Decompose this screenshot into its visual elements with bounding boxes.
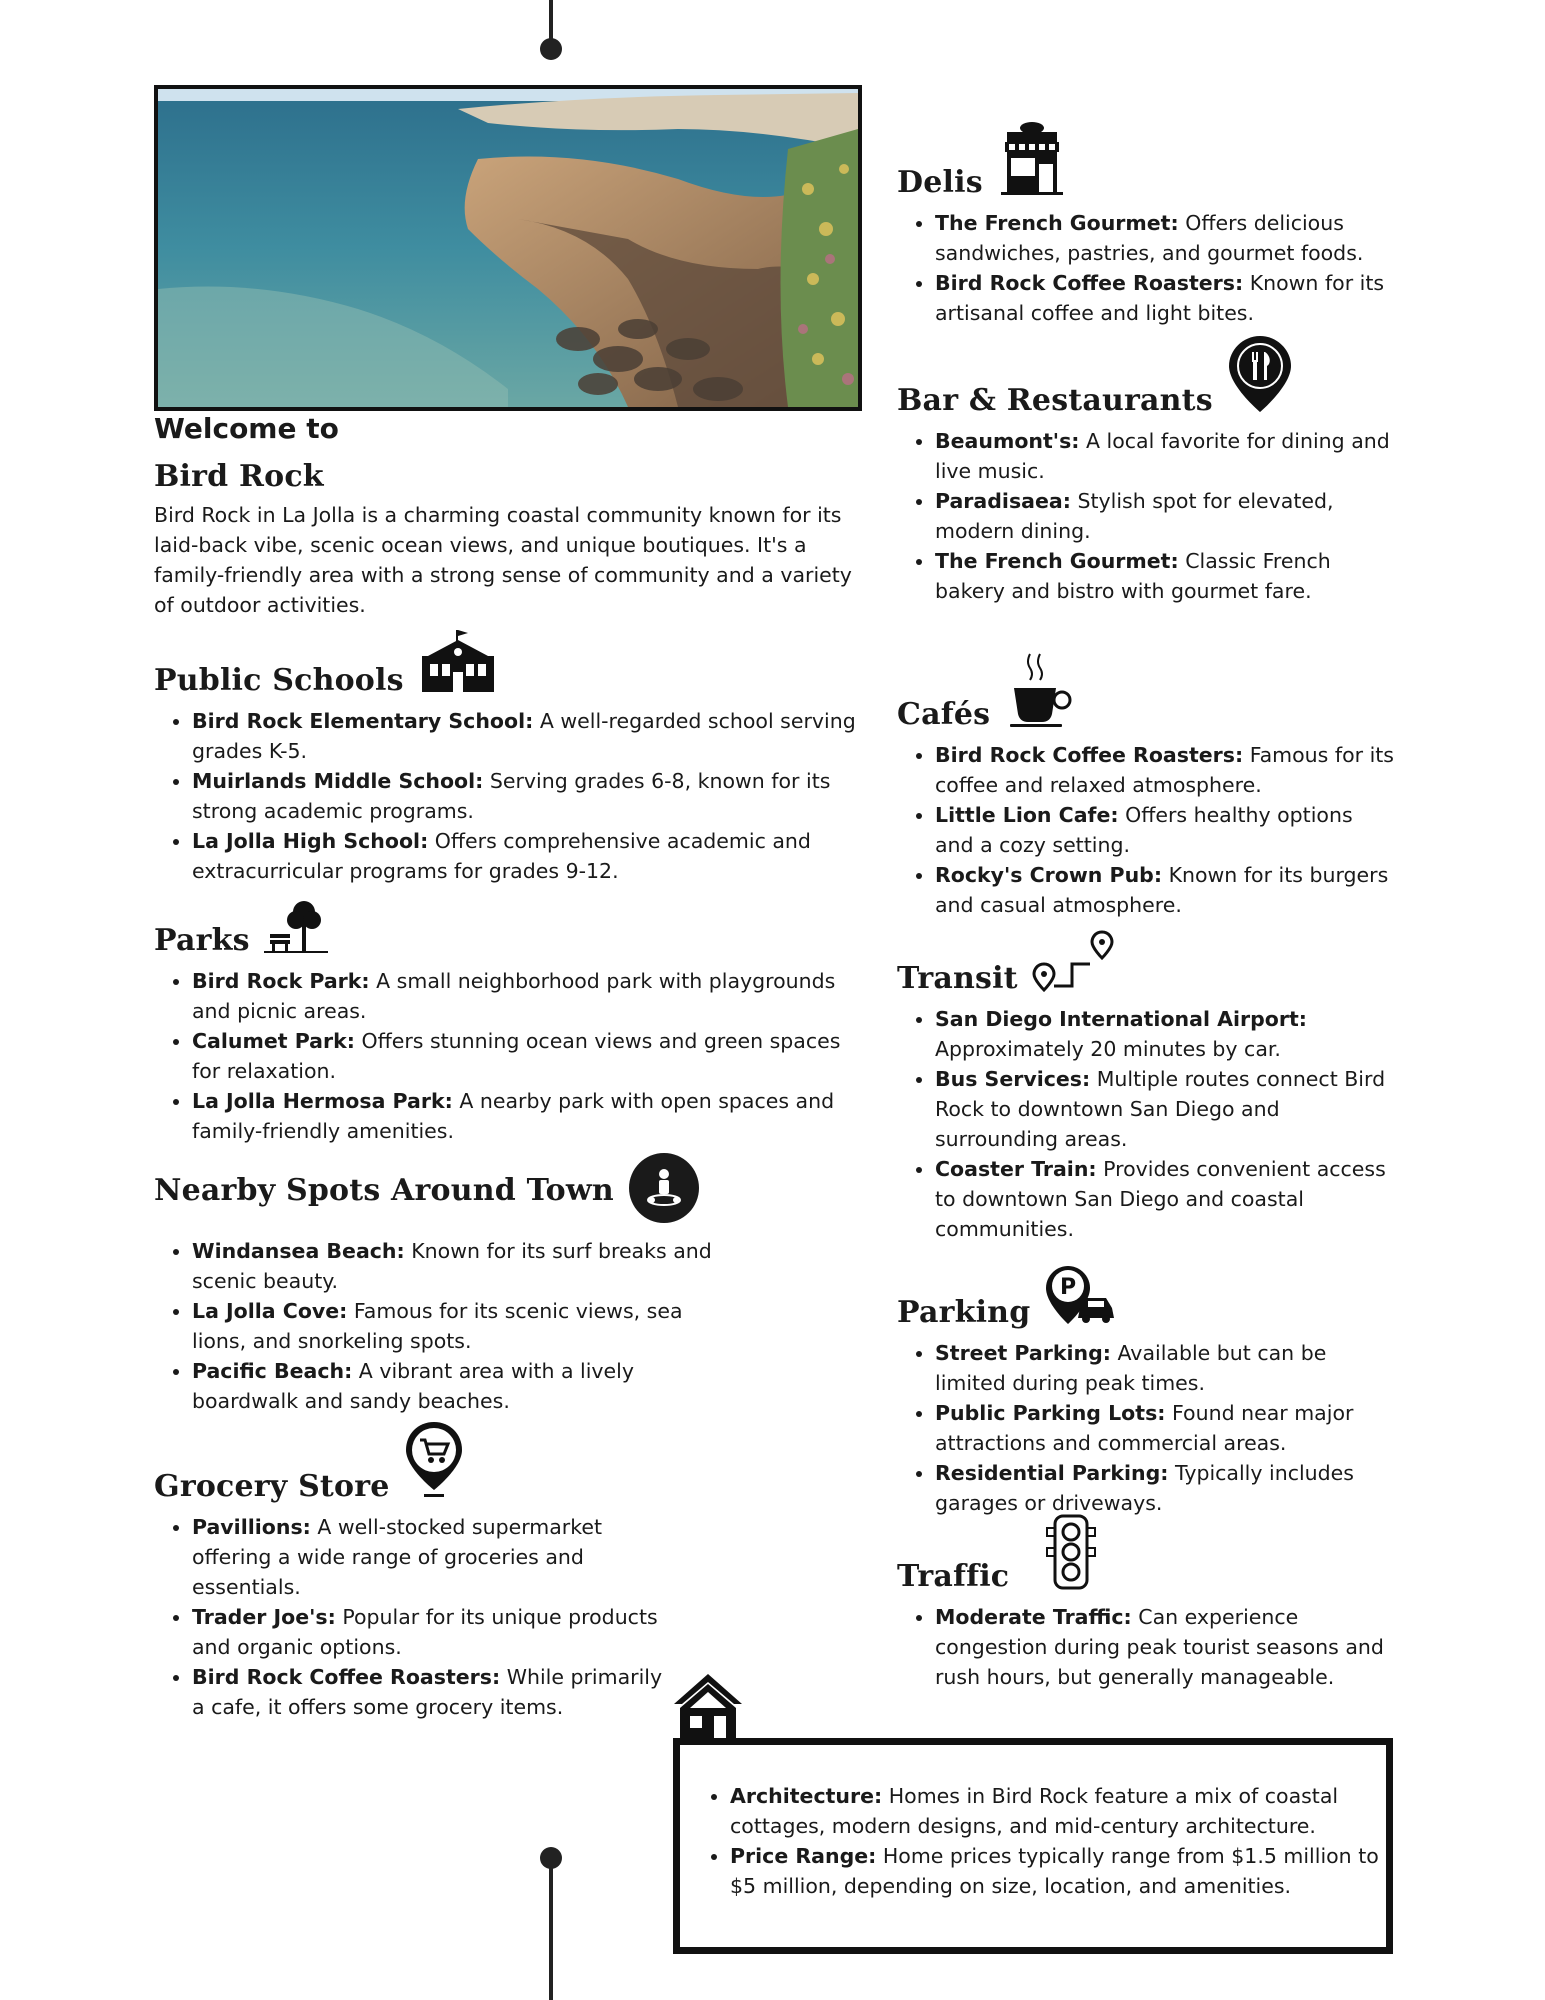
traffic-heading: Traffic bbox=[897, 1559, 1010, 1594]
list-item: • Bird Rock Park: A small neighborhood park with playgrounds and picnic areas. bbox=[192, 966, 866, 1026]
transit-heading: Transit bbox=[897, 961, 1018, 996]
list-item: • San Diego International Airport: Approximately 20 minutes by car. bbox=[935, 1004, 1397, 1064]
delis-heading: Delis bbox=[897, 165, 983, 200]
grocery-list bbox=[154, 1512, 672, 1722]
list-item: • Architecture: Homes in Bird Rock feature a mix of coastal cottages, modern designs, and mid-century architecture. bbox=[730, 1781, 1386, 1841]
welcome-line: Welcome to bbox=[154, 412, 339, 445]
list-item: • Public Parking Lots: Found near major attractions and commercial areas. bbox=[935, 1398, 1397, 1458]
list-item: • Bird Rock Coffee Roasters: While primarily a cafe, it offers some grocery items. bbox=[192, 1662, 672, 1722]
nearby-section bbox=[154, 1152, 866, 1416]
bars-heading: Bar & Restaurants bbox=[897, 383, 1213, 418]
housing-box bbox=[673, 1738, 1393, 1954]
cafes-list bbox=[897, 740, 1397, 920]
list-item: • Street Parking: Available but can be limited during peak times. bbox=[935, 1338, 1397, 1398]
parking-section bbox=[897, 1264, 1397, 1518]
cart-pin-icon bbox=[404, 1420, 464, 1504]
list-item: • Pavillions: A well-stocked supermarket offering a wide range of groceries and essentials. bbox=[192, 1512, 672, 1602]
list-item: • Paradisaea: Stylish spot for elevated, modern dining. bbox=[935, 486, 1397, 546]
coastline-photo bbox=[154, 85, 862, 411]
parks-list bbox=[154, 966, 866, 1146]
parking-list bbox=[897, 1338, 1397, 1518]
list-item: • La Jolla High School: Offers comprehensive academic and extracurricular programs for grades 9-12. bbox=[192, 826, 866, 886]
grocery-section bbox=[154, 1420, 866, 1722]
coffee-cup-icon bbox=[1004, 650, 1074, 732]
grocery-heading: Grocery Store bbox=[154, 1469, 390, 1504]
list-item: • Bus Services: Multiple routes connect Bird Rock to downtown San Diego and surrounding areas. bbox=[935, 1064, 1397, 1154]
list-item: • Muirlands Middle School: Serving grades 6-8, known for its strong academic programs. bbox=[192, 766, 866, 826]
list-item: • The French Gourmet: Offers delicious sandwiches, pastries, and gourmet foods. bbox=[935, 208, 1397, 268]
cafes-heading: Cafés bbox=[897, 697, 991, 732]
timeline-line-bottom bbox=[549, 1860, 553, 2000]
deli-shop-icon bbox=[997, 120, 1067, 200]
schoolhouse-icon bbox=[418, 628, 498, 698]
public-schools-list bbox=[154, 706, 866, 886]
house-icon bbox=[670, 1670, 746, 1746]
transit-section bbox=[897, 930, 1397, 1244]
transit-list bbox=[897, 1004, 1397, 1244]
public-schools-heading: Public Schools bbox=[154, 663, 404, 698]
coastline-illustration bbox=[158, 89, 858, 407]
list-item: • Rocky's Crown Pub: Known for its burgers and casual atmosphere. bbox=[935, 860, 1397, 920]
housing-list bbox=[680, 1781, 1386, 1901]
bars-section bbox=[897, 334, 1397, 606]
delis-section bbox=[897, 120, 1397, 328]
traffic-light-icon bbox=[1043, 1514, 1099, 1594]
delis-list bbox=[897, 208, 1397, 328]
list-item: • Pacific Beach: A vibrant area with a lively boardwalk and sandy beaches. bbox=[192, 1356, 712, 1416]
public-schools-section bbox=[154, 628, 866, 886]
welcome-section bbox=[154, 412, 866, 620]
parks-heading: Parks bbox=[154, 923, 250, 958]
list-item: • Bird Rock Coffee Roasters: Known for its artisanal coffee and light bites. bbox=[935, 268, 1397, 328]
fork-knife-pin-icon bbox=[1227, 334, 1293, 418]
parking-car-icon bbox=[1044, 1264, 1116, 1330]
nearby-heading: Nearby Spots Around Town bbox=[154, 1172, 614, 1208]
list-item: • Residential Parking: Typically includes garages or driveways. bbox=[935, 1458, 1397, 1518]
list-item: • La Jolla Hermosa Park: A nearby park with open spaces and family-friendly amenities. bbox=[192, 1086, 866, 1146]
bars-list bbox=[897, 426, 1397, 606]
parks-section bbox=[154, 898, 866, 1146]
sightseeing-person-icon bbox=[628, 1152, 700, 1228]
intro-paragraph: Bird Rock in La Jolla is a charming coastal community known for its laid-back vibe, scenic ocean views, and unique boutiques. It's a family-friendly area with a strong sense of community and a variety of outdoor activities. bbox=[154, 503, 852, 617]
park-tree-bench-icon bbox=[264, 898, 328, 958]
list-item: • Bird Rock Coffee Roasters: Famous for its coffee and relaxed atmosphere. bbox=[935, 740, 1397, 800]
cafes-section bbox=[897, 650, 1397, 920]
list-item: • Beaumont's: A local favorite for dining and live music. bbox=[935, 426, 1397, 486]
nearby-list bbox=[154, 1236, 712, 1416]
list-item: • Moderate Traffic: Can experience congestion during peak tourist seasons and rush hours, but generally manageable. bbox=[935, 1602, 1397, 1692]
route-pins-icon bbox=[1032, 930, 1116, 996]
list-item: • Price Range: Home prices typically range from $1.5 million to $5 million, depending on size, location, and amenities. bbox=[730, 1841, 1386, 1901]
parking-heading: Parking bbox=[897, 1295, 1031, 1330]
list-item: • The French Gourmet: Classic French bakery and bistro with gourmet fare. bbox=[935, 546, 1397, 606]
page-title: Bird Rock bbox=[154, 459, 324, 494]
svg-text:P: P bbox=[1060, 1275, 1077, 1300]
list-item: • La Jolla Cove: Famous for its scenic views, sea lions, and snorkeling spots. bbox=[192, 1296, 712, 1356]
timeline-dot-top bbox=[540, 38, 562, 60]
list-item: • Little Lion Cafe: Offers healthy options and a cozy setting. bbox=[935, 800, 1397, 860]
list-item: • Trader Joe's: Popular for its unique products and organic options. bbox=[192, 1602, 672, 1662]
traffic-section bbox=[897, 1514, 1397, 1692]
list-item: • Windansea Beach: Known for its surf breaks and scenic beauty. bbox=[192, 1236, 712, 1296]
list-item: • Bird Rock Elementary School: A well-regarded school serving grades K-5. bbox=[192, 706, 866, 766]
list-item: • Calumet Park: Offers stunning ocean views and green spaces for relaxation. bbox=[192, 1026, 866, 1086]
list-item: • Coaster Train: Provides convenient access to downtown San Diego and coastal communities. bbox=[935, 1154, 1397, 1244]
traffic-list bbox=[897, 1602, 1397, 1692]
